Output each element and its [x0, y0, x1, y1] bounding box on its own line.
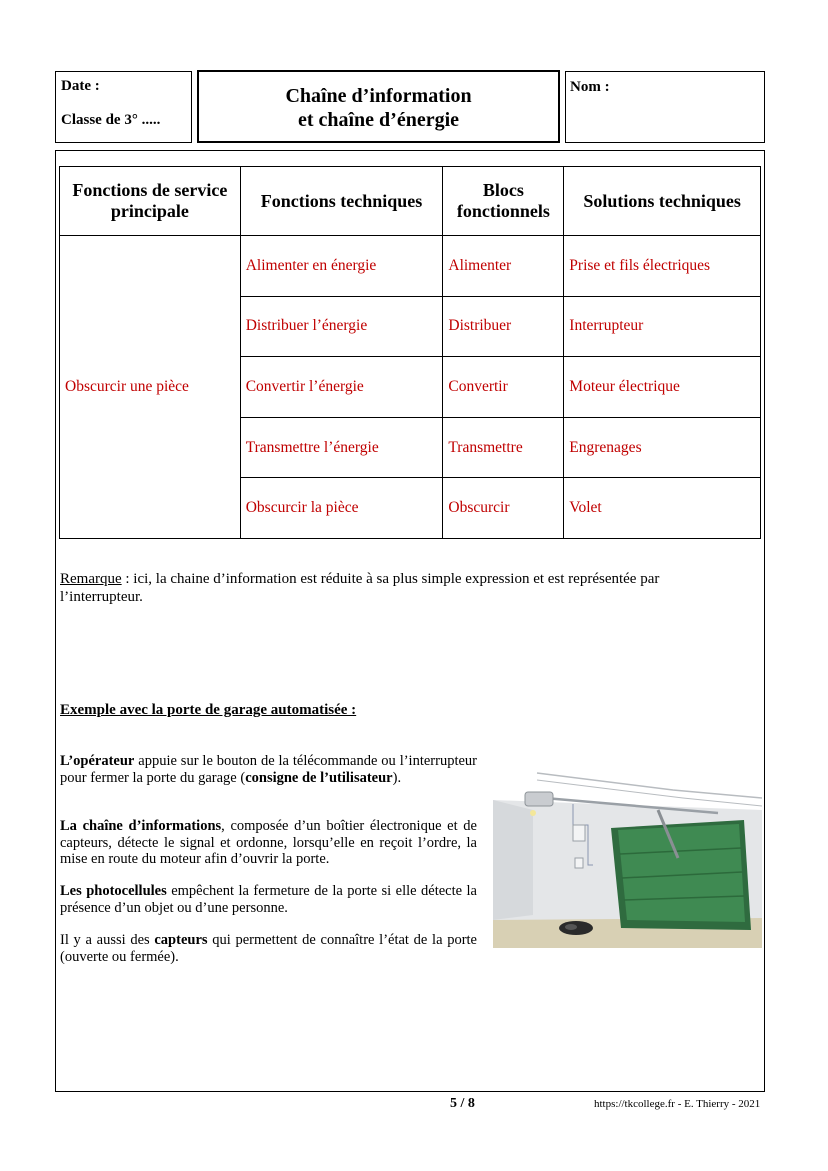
remark-label: Remarque	[60, 571, 122, 587]
header-technical-solutions: Solutions techniques	[564, 167, 761, 236]
solution-cell: Volet	[564, 478, 761, 539]
page-title	[197, 84, 560, 132]
example-heading: Exemple avec la porte de garage automatisée :	[60, 702, 357, 718]
bloc-cell: Alimenter	[443, 236, 564, 297]
bloc-cell: Distribuer	[443, 296, 564, 357]
remark-text: : ici, la chaine d’information est réduite à sa plus simple expression et est représentée par l’interrupteur.	[60, 571, 660, 605]
bold-term: La chaîne d’informations	[60, 818, 222, 834]
bold-term: L’opérateur	[60, 753, 135, 769]
solution-cell: Interrupteur	[564, 296, 761, 357]
paragraph-text: empêchent la fermeture de la porte si elle détecte la présence d’un objet ou d’une personne.	[60, 883, 477, 916]
bold-term: capteurs	[154, 932, 208, 948]
technique-cell: Convertir l’énergie	[240, 357, 443, 418]
garage-door-illustration	[493, 770, 762, 948]
footer-credit: https://tkcollege.fr - E. Thierry - 2021	[594, 1098, 761, 1110]
technique-cell: Distribuer l’énergie	[240, 296, 443, 357]
photocells-paragraph	[60, 883, 477, 916]
bloc-cell: Obscurcir	[443, 478, 564, 539]
functions-table	[59, 166, 761, 539]
table-header-row	[60, 167, 761, 236]
technique-cell: Transmettre l’énergie	[240, 417, 443, 478]
info-chain-paragraph	[60, 818, 477, 868]
solution-cell: Prise et fils électriques	[564, 236, 761, 297]
service-function-cell: Obscurcir une pièce	[60, 236, 241, 539]
name-label: Nom :	[570, 79, 610, 95]
class-label: Classe de 3° .....	[61, 112, 161, 128]
technique-cell: Alimenter en énergie	[240, 236, 443, 297]
operator-paragraph	[60, 753, 477, 786]
remark-paragraph	[60, 570, 740, 606]
paragraph-text: appuie sur le bouton de la télécommande ou l’interrupteur pour fermer la porte du garage (	[60, 753, 477, 786]
header-service-functions: Fonctions de service principale	[60, 167, 241, 236]
sensors-paragraph	[60, 932, 477, 965]
bold-term: Les photocellules	[60, 883, 167, 899]
solution-cell: Moteur électrique	[564, 357, 761, 418]
header-functional-blocks: Blocs fonctionnels	[443, 167, 564, 236]
paragraph-text: , composée d’un boîtier électronique et de capteurs, détecte le signal et ordonne, lorsqu’elle en reçoit l’ordre, la mise en route du moteur afin d’ouvrir la porte.	[60, 818, 477, 867]
bloc-cell: Transmettre	[443, 417, 564, 478]
paragraph-text: qui permettent de connaître l’état de la porte (ouverte ou fermée).	[60, 932, 477, 965]
date-label: Date :	[61, 78, 100, 94]
paragraph-text: ).	[392, 769, 402, 786]
page-number: 5 / 8	[450, 1096, 475, 1111]
header-technical-functions: Fonctions techniques	[240, 167, 443, 236]
table-row	[60, 236, 761, 297]
technique-cell: Obscurcir la pièce	[240, 478, 443, 539]
title-line-2: et chaîne d’énergie	[297, 109, 460, 131]
bloc-cell: Convertir	[443, 357, 564, 418]
bold-term: consigne de l’utilisateur	[245, 769, 393, 786]
title-line-1: Chaîne d’information	[285, 85, 472, 107]
solution-cell: Engrenages	[564, 417, 761, 478]
paragraph-text: Il y a aussi des	[60, 932, 155, 948]
